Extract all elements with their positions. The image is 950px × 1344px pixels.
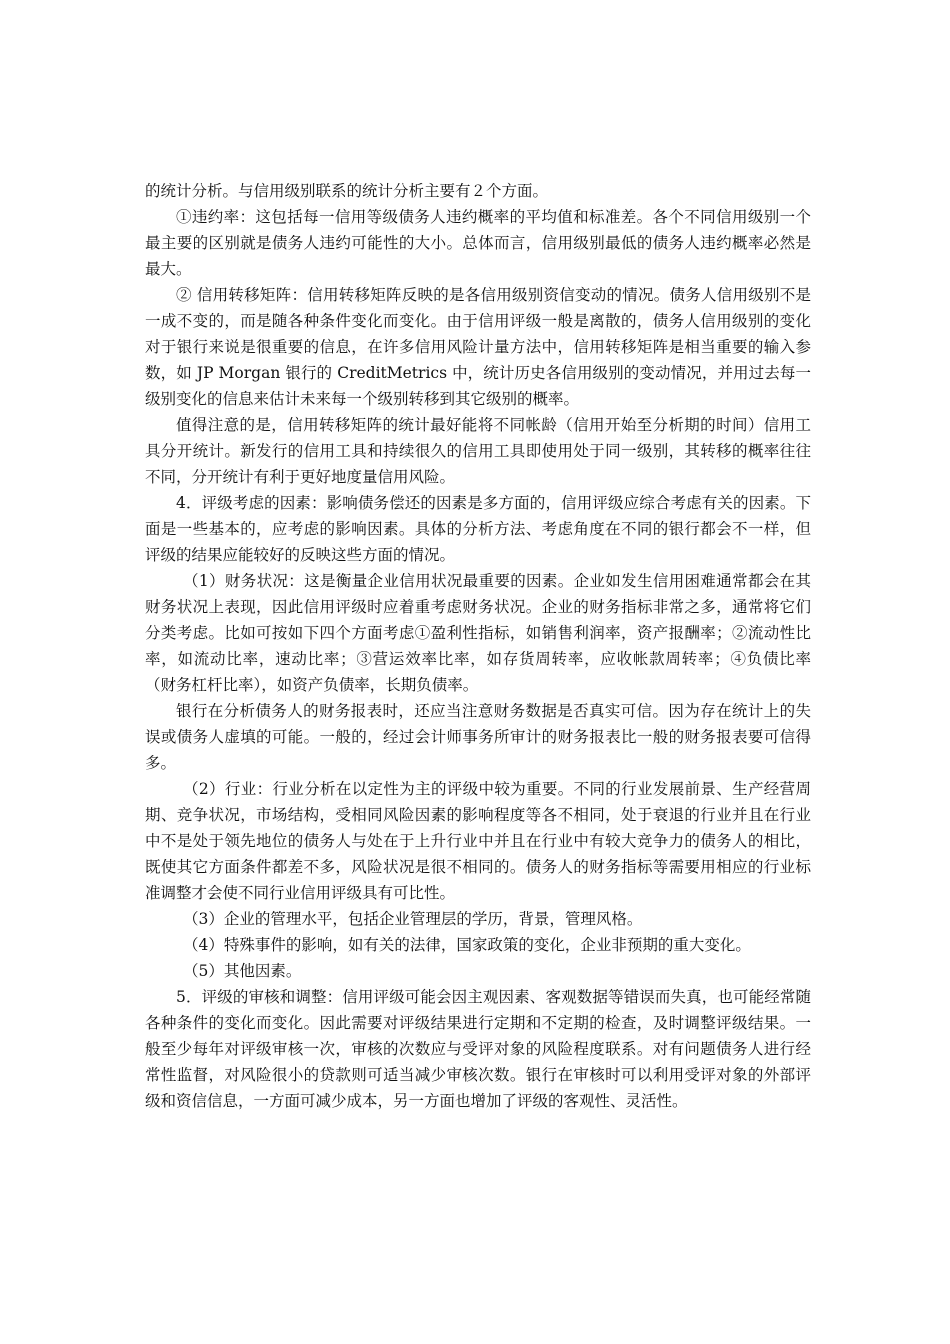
paragraph-industry: （2）行业：行业分析在以定性为主的评级中较为重要。不同的行业发展前景、生产经营周期、竞争状况，市场结构，受相同风险因素的影响程度等各不相同，处于衰退的行业并且在行业中不是处于领先地位的债务人与处在于上升行业中并且在行业中有较大竞争力的债务人的相比，既使其它方面条件都差不多，风险状况是很不相同的。债务人的财务指标等需要用相应的行业标准调整才会使不同行业信用评级具有可比性。 bbox=[145, 780, 811, 902]
paragraph-note: 值得注意的是，信用转移矩阵的统计最好能将不同帐龄（信用开始至分析期的时间）信用工具分开统计。新发行的信用工具和持续很久的信用工具即使用处于同一级别，其转移的概率往往不同，分开统计有利于更好地度量信用风险。 bbox=[145, 416, 811, 486]
paragraph-rating-factors: 4．评级考虑的因素：影响债务偿还的因素是多方面的，信用评级应综合考虑有关的因素。下面是一些基本的，应考虑的影响因素。具体的分析方法、考虑角度在不同的银行都会不一样，但评级的结果应能较好的反映这些方面的情况。 bbox=[145, 494, 811, 564]
paragraph-default-rate: ①违约率：这包括每一信用等级债务人违约概率的平均值和标准差。各个不同信用级别一个最主要的区别就是债务人违约可能性的大小。总体而言，信用级别最低的债务人违约概率必然是最大。 bbox=[145, 208, 811, 278]
paragraph-special-events: （4）特殊事件的影响，如有关的法律，国家政策的变化，企业非预期的重大变化。 bbox=[183, 936, 751, 954]
paragraph-financial-statements: 银行在分析债务人的财务报表时，还应当注意财务数据是否真实可信。因为存在统计上的失误或债务人虚填的可能。一般的，经过会计师事务所审计的财务报表比一般的财务报表要可信得多。 bbox=[145, 702, 811, 772]
paragraph-review-adjustment: 5．评级的审核和调整：信用评级可能会因主观因素、客观数据等错误而失真，也可能经常随各种条件的变化而变化。因此需要对评级结果进行定期和不定期的检查，及时调整评级结果。一般至少每年对评级审核一次，审核的次数应与受评对象的风险程度联系。对有问题债务人进行经常性监督，对风险很小的贷款则可适当减少审核次数。银行在审核时可以利用受评对象的外部评级和资信信息，一方面可减少成本，另一方面也增加了评级的客观性、灵活性。 bbox=[145, 988, 811, 1110]
paragraph-transition-matrix: ② 信用转移矩阵：信用转移矩阵反映的是各信用级别资信变动的情况。债务人信用级别不是一成不变的，而是随各种条件变化而变化。由于信用评级一般是离散的，债务人信用级别的变化对于银行来说是很重要的信息，在许多信用风险计量方法中，信用转移矩阵是相当重要的输入参数，如 JP Morgan 银行的 CreditMetrics 中，统计历史各信用级别的变动情况，并用过去每一级别变化的信息来估计未来每一个级别转移到其它级别的概率。 bbox=[145, 286, 811, 408]
paragraph-financial-status: （1）财务状况：这是衡量企业信用状况最重要的因素。企业如发生信用困难通常都会在其财务状况上表现，因此信用评级时应着重考虑财务状况。企业的财务指标非常之多，通常将它们分类考虑。比如可按如下四个方面考虑①盈利性指标，如销售利润率，资产报酬率；②流动性比率，如流动比率，速动比率；③营运效率比率，如存货周转率，应收帐款周转率；④负债比率（财务杠杆比率），如资产负债率，长期负债率。 bbox=[145, 572, 811, 694]
paragraph-continuation: 的统计分析。与信用级别联系的统计分析主要有２个方面。 bbox=[145, 182, 549, 200]
paragraph-management: （3）企业的管理水平，包括企业管理层的学历，背景，管理风格。 bbox=[183, 910, 643, 928]
paragraph-other-factors: （5）其他因素。 bbox=[183, 962, 302, 980]
document-body bbox=[145, 178, 811, 1114]
